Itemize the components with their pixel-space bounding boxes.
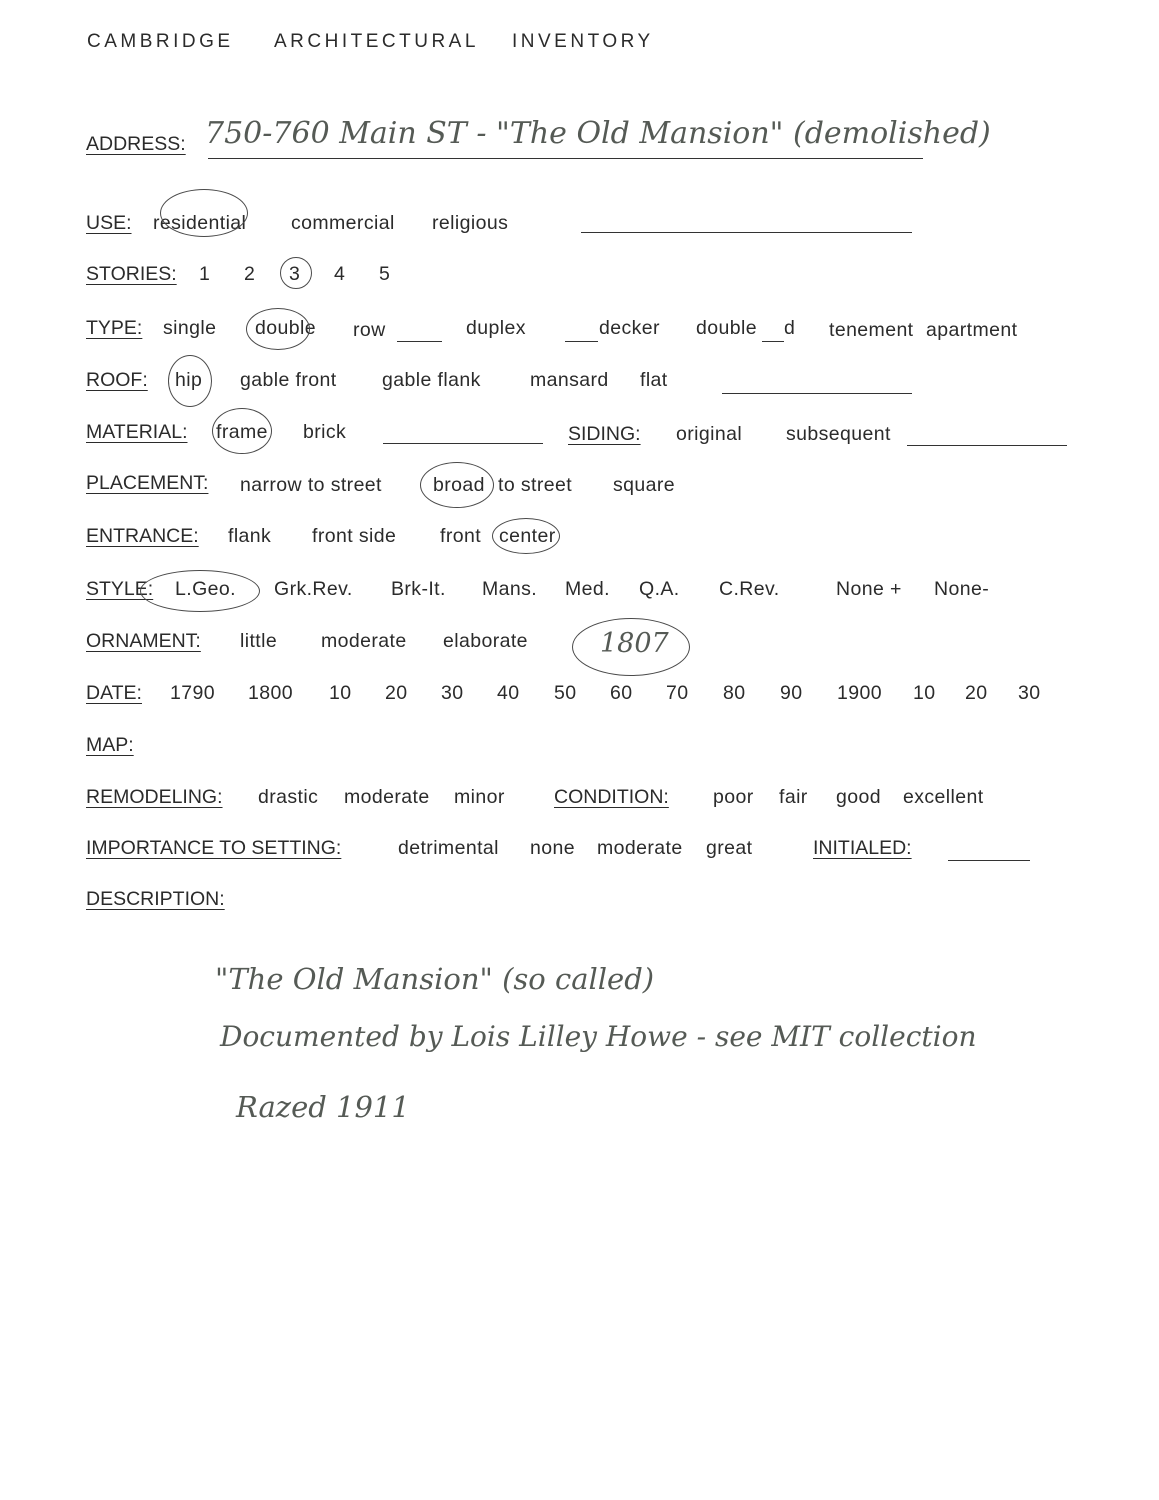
entrance-selected-circle [492, 518, 560, 554]
material-blank-line [383, 443, 543, 444]
placement-option-square: square [613, 474, 676, 496]
address-line [208, 158, 923, 159]
description-line-3: Razed 1911 [236, 1090, 410, 1124]
roof-option-gable-front: gable front [240, 369, 337, 391]
address-label: ADDRESS: [86, 133, 186, 155]
style-option-qa: Q.A. [639, 578, 680, 600]
ornament-option-little: little [240, 630, 278, 652]
use-selected-circle [160, 189, 248, 237]
date-option: 80 [723, 682, 746, 704]
use-option-commercial: commercial [291, 212, 395, 234]
roof-blank-line [722, 393, 912, 394]
date-option: 10 [329, 682, 352, 704]
type-option-single: single [163, 317, 217, 339]
stories-option-4: 4 [334, 263, 346, 285]
importance-option-none: none [530, 837, 575, 859]
description-line-2: Documented by Lois Lilley Howe - see MIT collection [220, 1020, 977, 1053]
remodeling-label: REMODELING: [86, 786, 223, 808]
date-option: 20 [385, 682, 408, 704]
entrance-option-front: front [440, 525, 482, 547]
roof-option-flat: flat [640, 369, 668, 391]
entrance-option-front-side: front side [312, 525, 397, 547]
style-option-grkrev: Grk.Rev. [274, 578, 353, 600]
importance-option-moderate: moderate [597, 837, 683, 859]
header-word-1: CAMBRIDGE [87, 31, 234, 52]
siding-label: SIDING: [568, 423, 641, 445]
type-option-apartment: apartment [926, 319, 1018, 341]
type-option-d: d [784, 317, 796, 339]
material-selected-circle [212, 408, 272, 454]
type-row-blank [397, 341, 442, 342]
roof-option-mansard: mansard [530, 369, 609, 391]
description-line-1: "The Old Mansion" (so called) [215, 962, 655, 996]
siding-option-subsequent: subsequent [786, 423, 891, 445]
placement-label: PLACEMENT: [86, 472, 209, 494]
style-option-crev: C.Rev. [719, 578, 780, 600]
ornament-option-moderate: moderate [321, 630, 407, 652]
roof-option-hip: hip [175, 369, 203, 391]
entrance-option-flank: flank [228, 525, 272, 547]
use-option-residential: residential [153, 212, 247, 234]
date-option: 30 [1018, 682, 1041, 704]
type-option-double-d: double [696, 317, 757, 339]
condition-option-good: good [836, 786, 881, 808]
condition-option-excellent: excellent [903, 786, 984, 808]
initialed-blank-line [948, 860, 1030, 861]
importance-option-great: great [706, 837, 753, 859]
date-option: 90 [780, 682, 803, 704]
style-option-none-minus: None- [934, 578, 990, 600]
roof-label: ROOF: [86, 369, 148, 391]
type-option-row: row [353, 319, 386, 341]
ornament-option-elaborate: elaborate [443, 630, 528, 652]
placement-option-broad: broad [433, 474, 485, 496]
date-option: 30 [441, 682, 464, 704]
date-option: 1790 [170, 682, 215, 704]
style-selected-circle [140, 570, 260, 612]
date-note: 1807 [600, 628, 669, 659]
roof-option-gable-flank: gable flank [382, 369, 481, 391]
header-word-2: ARCHITECTURAL [274, 31, 479, 52]
date-option: 60 [610, 682, 633, 704]
placement-option-to-street: to street [498, 474, 573, 496]
condition-option-poor: poor [713, 786, 754, 808]
style-option-brkit: Brk-It. [391, 578, 446, 600]
date-option: 20 [965, 682, 988, 704]
condition-option-fair: fair [779, 786, 808, 808]
type-option-double: double [255, 317, 316, 339]
importance-option-detrimental: detrimental [398, 837, 499, 859]
use-option-religious: religious [432, 212, 509, 234]
header-word-3: INVENTORY [512, 31, 654, 52]
siding-blank-line [907, 445, 1067, 446]
type-double-d-blank [762, 341, 784, 342]
style-option-lgeo: L.Geo. [175, 578, 236, 600]
remodeling-option-minor: minor [454, 786, 505, 808]
stories-option-1: 1 [199, 263, 211, 285]
map-label: MAP: [86, 734, 134, 756]
type-label: TYPE: [86, 317, 143, 339]
stories-option-2: 2 [244, 263, 256, 285]
stories-option-3: 3 [289, 263, 301, 285]
type-decker-blank [565, 341, 598, 342]
type-option-decker: decker [599, 317, 660, 339]
use-blank-line [581, 232, 912, 233]
importance-label: IMPORTANCE TO SETTING: [86, 837, 342, 859]
stories-option-5: 5 [379, 263, 391, 285]
use-label: USE: [86, 212, 132, 234]
ornament-label: ORNAMENT: [86, 630, 201, 652]
material-option-brick: brick [303, 421, 347, 443]
type-option-duplex: duplex [466, 317, 526, 339]
date-option: 70 [666, 682, 689, 704]
type-selected-circle [246, 308, 310, 350]
style-option-none-plus: None + [836, 578, 902, 600]
date-option: 1900 [837, 682, 882, 704]
style-option-mans: Mans. [482, 578, 538, 600]
date-option: 50 [554, 682, 577, 704]
remodeling-option-drastic: drastic [258, 786, 319, 808]
initialed-label: INITIALED: [813, 837, 912, 859]
style-label: STYLE: [86, 578, 154, 600]
material-option-frame: frame [216, 421, 268, 443]
roof-selected-circle [168, 355, 212, 407]
entrance-option-center: center [499, 525, 556, 547]
material-label: MATERIAL: [86, 421, 188, 443]
description-label: DESCRIPTION: [86, 888, 225, 910]
remodeling-option-moderate: moderate [344, 786, 430, 808]
address-value: 750-760 Main ST - "The Old Mansion" (demolished) [205, 116, 991, 151]
stories-label: STORIES: [86, 263, 177, 285]
date-option: 10 [913, 682, 936, 704]
placement-selected-circle [420, 462, 494, 508]
entrance-label: ENTRANCE: [86, 525, 199, 547]
date-option: 1800 [248, 682, 293, 704]
date-option: 40 [497, 682, 520, 704]
type-option-tenement: tenement [829, 319, 914, 341]
placement-option-narrow: narrow to street [240, 474, 382, 496]
stories-selected-circle [280, 257, 312, 289]
siding-option-original: original [676, 423, 743, 445]
condition-label: CONDITION: [554, 786, 669, 808]
style-option-med: Med. [565, 578, 610, 600]
date-label: DATE: [86, 682, 142, 704]
